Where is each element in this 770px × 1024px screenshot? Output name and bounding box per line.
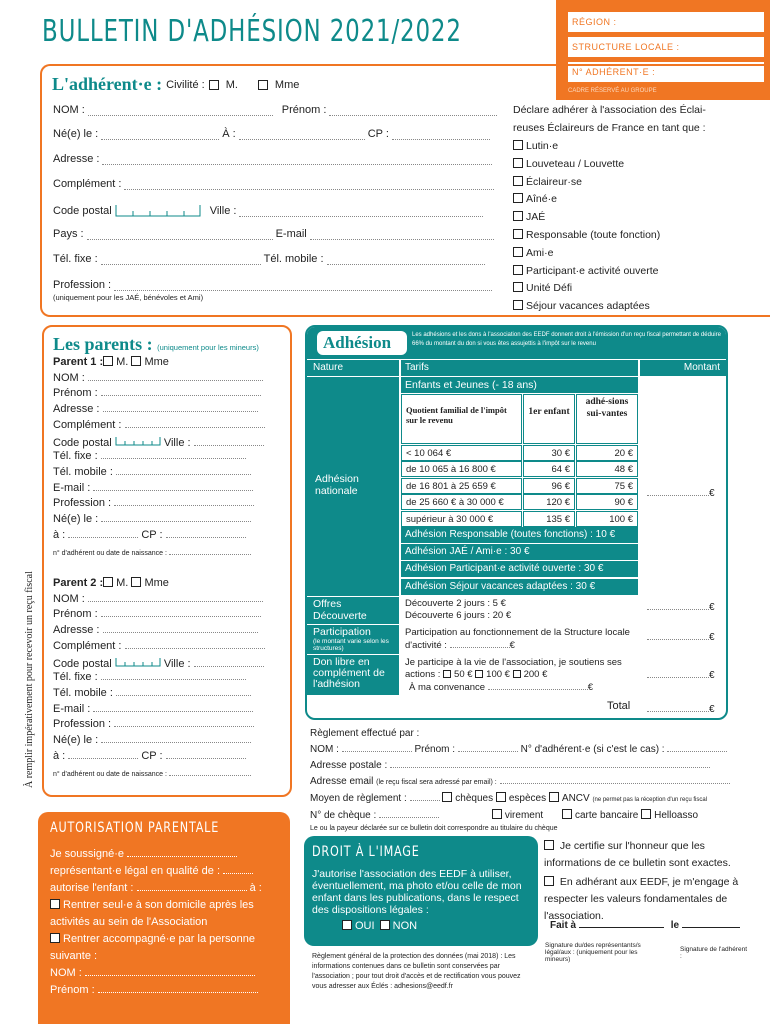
parent-field-label: NOM : (53, 592, 85, 605)
parent-field[interactable] (103, 403, 258, 412)
complement-field[interactable] (124, 181, 494, 190)
nom-row (53, 104, 497, 116)
certif-section: Je certifie sur l'honneur que les informations de ce bulletin sont exactes. En adhérant aux EEDF, je m'engage à respecter les valeurs fondamentales de l'association. (544, 840, 739, 922)
parent-field[interactable] (125, 640, 265, 649)
mme-label: Mme (274, 78, 300, 91)
participation-note: (le montant varie selon les structures) (313, 638, 389, 652)
pays-row (53, 228, 494, 240)
col-nature: Nature (307, 360, 399, 376)
participation-amount[interactable]: € (647, 631, 715, 643)
role-checkbox[interactable] (513, 265, 523, 275)
reglement-address: Adresse postale : (310, 758, 730, 774)
col-montant: Montant (640, 360, 728, 376)
parent-field[interactable] (93, 703, 253, 712)
parent-field[interactable] (116, 466, 251, 475)
role-option[interactable]: Louveteau / Louvette (513, 158, 624, 170)
total-label: Total (607, 700, 631, 712)
birthplace-label: À : (222, 128, 236, 140)
parent-field-label: Complément : (53, 418, 122, 431)
birth-label: Né(e) le : (53, 128, 99, 140)
don-option-checkbox[interactable] (443, 670, 451, 678)
don-convenance: À ma convenance (409, 682, 486, 693)
parent-field[interactable] (88, 593, 263, 602)
prenom-label: Prénom : (281, 104, 327, 116)
tel-fixe-field[interactable] (101, 256, 261, 265)
offres-text (405, 598, 511, 622)
offres-label: Offres Découverte (307, 597, 399, 624)
cp-field[interactable] (392, 131, 490, 140)
image-options: OUI NON (342, 920, 417, 932)
address-row (53, 153, 492, 165)
role-option[interactable]: Séjour vacances adaptées (513, 300, 650, 312)
cp-label: CP : (367, 128, 389, 140)
autorisation-heading: AUTORISATION PARENTALE (50, 820, 220, 836)
fait-line: Fait à le (550, 920, 740, 931)
ville-field[interactable] (239, 208, 483, 217)
reglement-cheque: N° de chèque : virement carte bancaire Helloasso (310, 810, 699, 821)
ancv-checkbox[interactable] (549, 792, 559, 802)
signature-parents-label: Signature du/des représentants/s légal/aux : (uniquement pour les mineurs) (545, 942, 641, 963)
parent-field-label: Profession : (53, 718, 112, 731)
profession-note: (uniquement pour les JAÉ, bénévoles et Ami) (53, 293, 204, 302)
ville-label: Ville : (209, 205, 237, 217)
certif-checkbox[interactable] (544, 840, 554, 850)
parent-field-label: Né(e) le : (53, 513, 99, 525)
postal-label: Code postal (53, 205, 112, 217)
region-field[interactable]: RÉGION : (568, 12, 764, 32)
date-field[interactable] (682, 927, 740, 928)
complement-row (53, 178, 494, 190)
parent-field[interactable] (101, 450, 246, 459)
offre-2-jours: Découverte 2 jours : 5 € (405, 598, 506, 609)
role-option[interactable]: Éclaireur·se (513, 176, 582, 188)
parent-field-label: Adresse : (53, 403, 100, 416)
autorisation-body: Je soussigné·e représentant·e légal en qualité de : autorise l'enfant : à : Rentrer seul·e à son domicile après les activités au sein de l'Association Rentrer accompagné·e par la personne suivante : NOM : Prénom : (50, 848, 262, 996)
nationale-amount[interactable]: € (647, 487, 719, 499)
parent-postal-field[interactable] (115, 656, 161, 667)
structure-field[interactable]: STRUCTURE LOCALE : (568, 37, 764, 57)
first-child-header: 1er enfant (523, 394, 575, 444)
image-heading: DROIT À L'IMAGE (312, 844, 420, 860)
nom-field[interactable] (88, 107, 273, 116)
fait-field[interactable] (579, 927, 664, 928)
parents-heading: Les parents : (53, 334, 153, 354)
don-text: Je participe à la vie de l'association, je soutiens ses actions : 50 € 100 € 200 € À ma convenance € (405, 657, 622, 693)
prenom-field[interactable] (329, 107, 497, 116)
role-checkbox[interactable] (513, 247, 523, 257)
adherent-header (52, 74, 299, 95)
accompagne-checkbox[interactable] (50, 933, 60, 943)
postal-code-field[interactable] (115, 203, 201, 217)
fiscal-side-note: À remplir impérativement pour recevoir un reçu fiscal (24, 571, 35, 788)
role-option[interactable]: Participant·e activité ouverte (513, 265, 658, 277)
parent-field-label: E-mail : (53, 702, 91, 715)
tel-fixe-label: Tél. fixe : (53, 253, 98, 265)
parent-field-label: Profession : (53, 497, 112, 510)
tel-mobile-field[interactable] (327, 256, 485, 265)
role-checkbox[interactable] (513, 140, 523, 150)
adhesion-heading: Adhésion (323, 333, 392, 352)
image-text: J'autorise l'association des EEDF à utiliser, éventuellement, ma photo et/ou celle de mon enfant dans les publications, dans le respect des dispositions légales : (312, 868, 522, 916)
profession-row (53, 279, 492, 291)
adhesion-panel: Adhésion Les adhésions et les dons à l'association des EEDF donnent droit à l'émission d'un reçu fiscal permettant de déduire 66% du montant du don si vous êtes assujettis à l'impôt sur le revenu Nature Tarifs Montant Adhésion nationale Enfants et Jeunes (- 18 ans) Quotient familial de l'impôt sur le revenu 1er enfant adhé-sions sui-vantes < 10 064 € 30 € 20 € de 10 065 à 16 800 € 64 € 48 € de 16 801 à 25 659 € 96 € 75 € de 25 660 € à 30 000 € 120 € 90 € supérieur à 30 000 € 135 € 100 € Adhésion Responsable (toutes fonctions) : 10 € Adhésion JAÉ / Ami·e : 30 € Adhésion Participant·e activité ouverte : 30 € Adhésion Séjour vacances adaptées : 30 € € Offres Découverte Découverte 2 jours : 5 € Découverte 6 jours : 20 € € Participation (le montant varie selon les structures) Participation au fonctionnement de la Structure locale d'activité : € € Don libre en complément de l'adhésion Je participe à la vie de l'association, je soutiens ses actions : 50 € 100 € 200 € À ma convenance € € Total € (305, 325, 728, 720)
email-field[interactable] (310, 231, 494, 240)
declare-line-1: Déclare adhérer à l'association des Éclai- (513, 104, 706, 116)
parent-m-checkbox[interactable] (103, 577, 113, 587)
parent-field-label: Tél. mobile : (53, 686, 113, 699)
parent-field[interactable] (101, 608, 261, 617)
postal-row (53, 203, 483, 217)
col-tarifs: Tarifs (401, 360, 638, 376)
parent-field[interactable] (93, 482, 253, 491)
role-checkbox[interactable] (513, 229, 523, 239)
next-child-header: adhé-sions sui-vantes (576, 394, 638, 444)
virement-checkbox[interactable] (492, 809, 502, 819)
parent-field[interactable] (101, 387, 261, 396)
address-label: Adresse : (53, 153, 100, 165)
role-checkbox[interactable] (513, 211, 523, 221)
image-oui-checkbox[interactable] (342, 920, 352, 930)
civilite-mme-checkbox[interactable] (258, 80, 268, 90)
carte-checkbox[interactable] (562, 809, 572, 819)
signature-adherent-label: Signature de l'adhérent : (680, 946, 748, 960)
role-option[interactable]: Unité Défi (513, 282, 572, 294)
member-number-field[interactable]: N° ADHÉRENT·E : (568, 62, 764, 82)
adhesion-note: Les adhésions et les dons à l'association des EEDF donnent droit à l'émission d'un reçu fiscal permettant de déduire 66% du montant du don si vous êtes assujettis à l'impôt sur le revenu (412, 332, 721, 347)
participation-cell (307, 625, 399, 654)
role-option[interactable]: Responsable (toute fonction) (513, 229, 660, 241)
offre-6-jours: Découverte 6 jours : 20 € (405, 610, 512, 621)
reglement-section (310, 726, 730, 834)
tel-mobile-label: Tél. mobile : (263, 253, 324, 265)
parents-note: (uniquement pour les mineurs) (157, 343, 259, 352)
adhesion-band: Adhésion Participant·e activité ouverte : 30 € (401, 561, 638, 577)
role-checkbox[interactable] (513, 193, 523, 203)
participation-text: Participation au fonctionnement de la Structure locale d'activité : € (405, 627, 630, 651)
role-option[interactable]: Aîné·e (513, 193, 557, 205)
parent-field[interactable] (101, 513, 251, 522)
adherent-heading: L'adhérent·e : (52, 74, 163, 94)
role-option[interactable]: JAÉ (513, 211, 545, 223)
parent-field[interactable] (101, 734, 251, 743)
profession-field[interactable] (114, 282, 492, 291)
parent-field[interactable] (116, 687, 251, 696)
seul-checkbox[interactable] (50, 899, 60, 909)
pays-label: Pays : (53, 228, 84, 240)
parent-field[interactable] (88, 372, 263, 381)
parent-mme-checkbox[interactable] (131, 577, 141, 587)
rgpd-note: Règlement général de la protection des données (mai 2018) : Les informations contenues dans ce bulletin sont conservées par l'association ; pour tout droit d'accès et de rectification vous pouvez vous adresser aux Éclés : adhesions@eedf.fr (312, 953, 521, 990)
parent-field-label: Complément : (53, 639, 122, 652)
m-label: M. (225, 78, 238, 91)
complement-label: Complément : (53, 178, 122, 190)
autorisation-panel (38, 812, 290, 1024)
email-label: E-mail (275, 228, 307, 240)
parent-field[interactable] (101, 671, 246, 680)
declare-line-2: reuses Éclaireurs de France en tant que : (513, 122, 706, 134)
reglement-title: Règlement effectué par : (310, 728, 420, 739)
adhesion-band: Adhésion JAÉ / Ami·e : 30 € (401, 544, 638, 560)
adhesion-band: Adhésion Séjour vacances adaptées : 30 € (401, 579, 638, 595)
role-checkbox[interactable] (513, 300, 523, 310)
don-amount[interactable]: € (647, 669, 715, 681)
role-checkbox[interactable] (513, 158, 523, 168)
offres-amount[interactable]: € (647, 601, 715, 613)
reglement-note: Le ou la payeur déclarée sur ce bulletin doit correspondre au titulaire du chèque (310, 825, 558, 832)
civilite-label: Civilité : (166, 78, 205, 91)
parent-field-label: E-mail : (53, 481, 91, 494)
nom-label: NOM : (53, 104, 85, 116)
reserved-label: CADRE RÉSERVÉ AU GROUPE (568, 88, 657, 94)
participation-label: Participation (313, 626, 371, 638)
nationale-label: Adhésion nationale (315, 473, 359, 497)
adhesion-band: Adhésion Responsable (toutes fonctions) : 10 € (401, 527, 638, 543)
reglement-names: NOM : Prénom : N° d'adhérent·e (si c'est le cas) : (310, 742, 730, 758)
parent-field-label: Tél. fixe : (53, 671, 98, 684)
parent-postal-field[interactable] (115, 435, 161, 446)
pays-field[interactable] (87, 231, 273, 240)
parent-label: Parent 2 : (53, 577, 104, 589)
parent-field-label: Né(e) le : (53, 734, 99, 746)
parent-field[interactable] (103, 624, 258, 633)
don-option-checkbox[interactable] (475, 670, 483, 678)
parent-field[interactable] (114, 497, 254, 506)
parent-field[interactable] (114, 718, 254, 727)
role-option[interactable]: Ami·e (513, 247, 553, 259)
total-amount[interactable]: € (647, 703, 715, 715)
role-checkbox[interactable] (513, 282, 523, 292)
especes-checkbox[interactable] (496, 792, 506, 802)
parent-field-label: Tél. fixe : (53, 450, 98, 463)
birth-field[interactable] (101, 131, 219, 140)
parent-field-label: NOM : (53, 371, 85, 384)
parent-mme-checkbox[interactable] (131, 356, 141, 366)
civilite-m-checkbox[interactable] (209, 80, 219, 90)
profession-label: Profession : (53, 279, 112, 291)
engage-checkbox[interactable] (544, 876, 554, 886)
reglement-email: Adresse email (le reçu fiscal sera adressé par email) : (310, 774, 730, 791)
parent-field-label: Adresse : (53, 624, 100, 637)
reglement-moyen: Moyen de règlement : chèques espèces ANCV (ne permet pas la réception d'un reçu fiscal (310, 793, 708, 804)
parent-label: Parent 1 : (53, 356, 104, 368)
page-title: BULLETIN D'ADHÉSION 2021/2022 (42, 14, 462, 49)
image-non-checkbox[interactable] (380, 920, 390, 930)
don-label: Don libre en complément de l'adhésion (307, 655, 399, 695)
birthplace-field[interactable] (239, 131, 365, 140)
birth-row (53, 128, 490, 140)
parent-field-label: Prénom : (53, 387, 98, 400)
don-option-checkbox[interactable] (513, 670, 521, 678)
enfants-band: Enfants et Jeunes (- 18 ans) (401, 377, 638, 393)
role-option[interactable]: Lutin·e (513, 140, 558, 152)
parent-field[interactable] (125, 419, 265, 428)
parent-field-label: Tél. mobile : (53, 465, 113, 478)
parents-header (53, 334, 259, 355)
helloasso-checkbox[interactable] (641, 809, 651, 819)
parent-m-checkbox[interactable] (103, 356, 113, 366)
cheque-checkbox[interactable] (442, 792, 452, 802)
tel-row (53, 253, 485, 265)
don-options: 50 € 100 € 200 € (443, 669, 547, 680)
qf-header: Quotient familial de l'impôt sur le revenu (401, 394, 522, 444)
image-panel (304, 836, 538, 946)
role-checkbox[interactable] (513, 176, 523, 186)
parent-field-label: Prénom : (53, 608, 98, 621)
address-field[interactable] (102, 156, 492, 165)
